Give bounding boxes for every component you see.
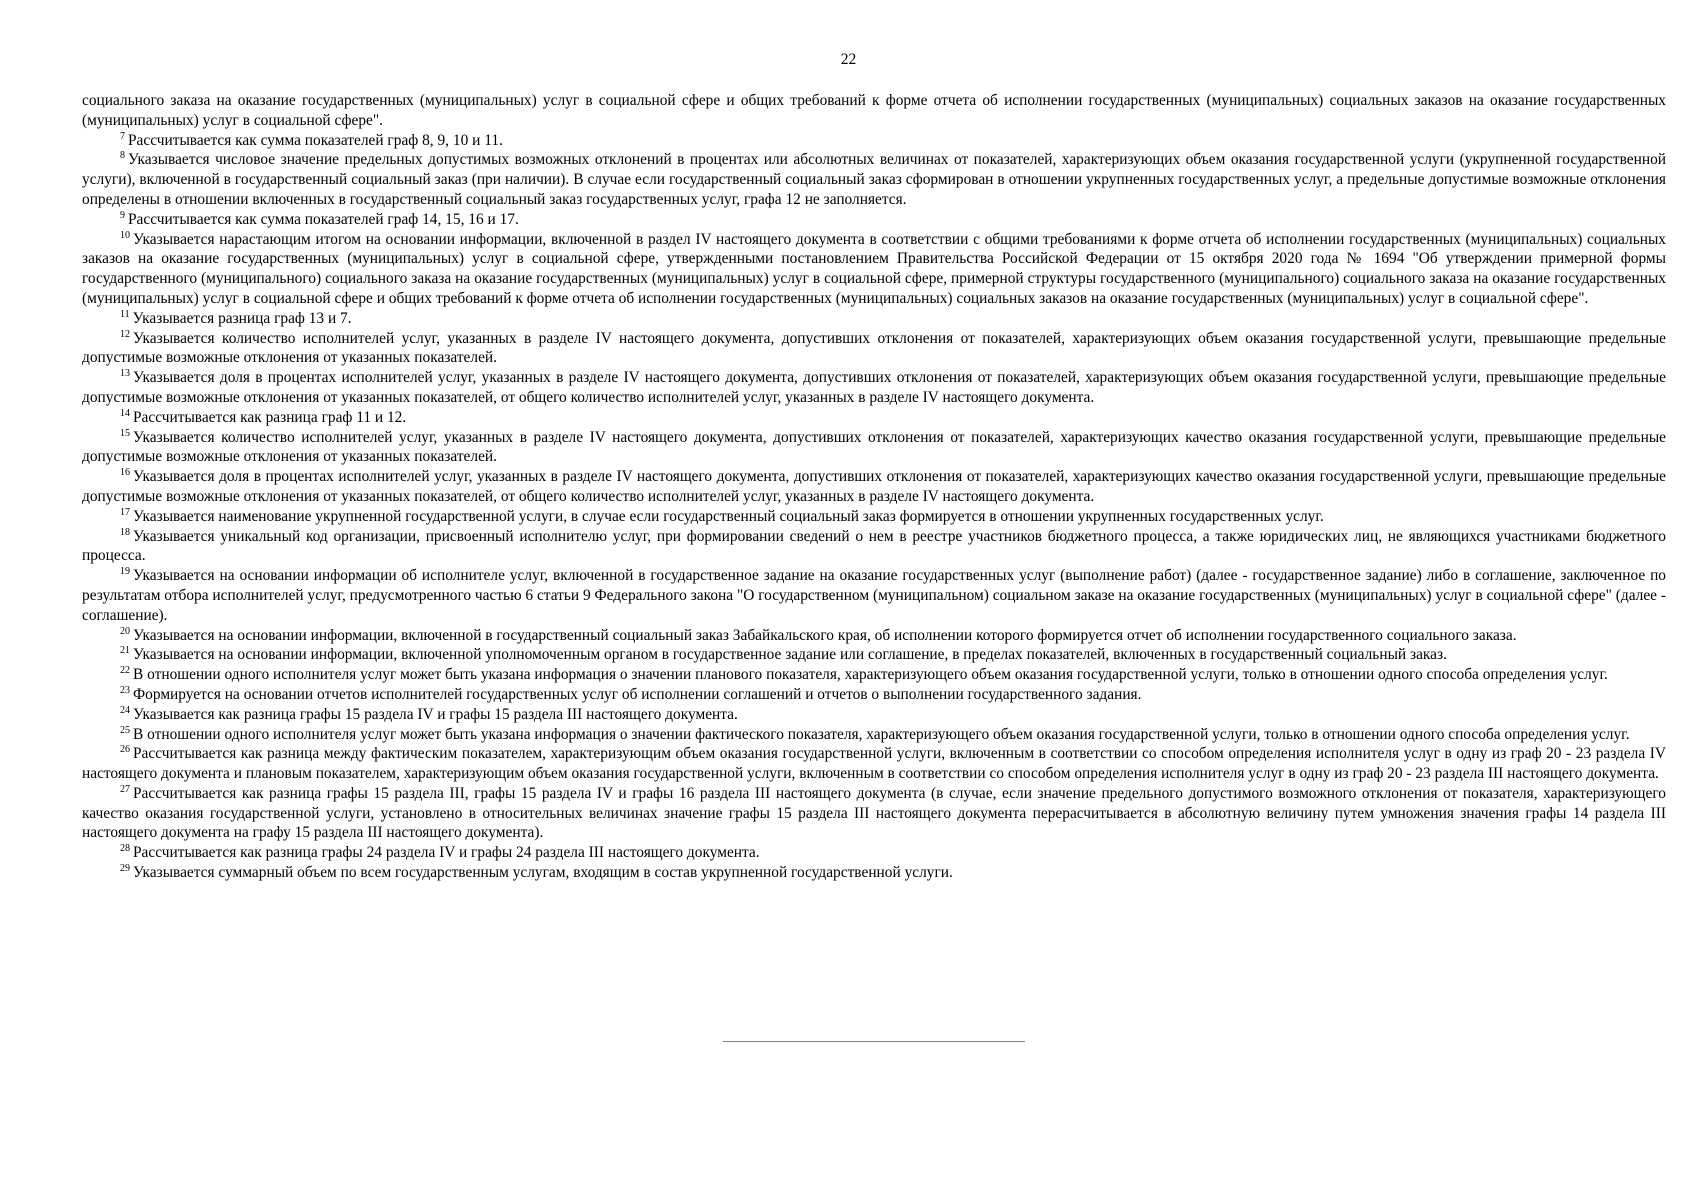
footnote-item bbox=[82, 507, 1666, 527]
footnote-item bbox=[82, 705, 1666, 725]
footnote-item bbox=[82, 863, 1666, 883]
footnote-text: Указывается на основании информации, включенной в государственный социальный заказ Забайкальского края, об исполнении которого формируется отчет об исполнении государственного социального заказа. bbox=[133, 626, 1517, 644]
footnote-item bbox=[82, 665, 1666, 685]
footnote-item bbox=[82, 368, 1666, 408]
footnote-number: 19 bbox=[120, 566, 130, 578]
footnote-item bbox=[82, 527, 1666, 567]
continuation-text: социального заказа на оказание государственных (муниципальных) услуг в социальной сфере и общих требований к форме отчета об исполнении государственных (муниципальных) социальных заказов на оказание государственных (муниципальных) услуг в социальной сфере". bbox=[82, 92, 1666, 129]
footnote-text: В отношении одного исполнителя услуг может быть указана информация о значении планового показателя, характеризующего объем оказания государственной услуги, только в отношении одного способа определения услуг. bbox=[133, 666, 1608, 684]
footnote-item bbox=[82, 150, 1666, 209]
footnote-item bbox=[82, 309, 1666, 329]
footnote-text: Рассчитывается как сумма показателей граф 14, 15, 16 и 17. bbox=[128, 210, 519, 228]
footnote-number: 8 bbox=[120, 150, 125, 162]
footnote-text: Указывается как разница графы 15 раздела IV и графы 15 раздела III настоящего документа. bbox=[133, 705, 738, 723]
footnote-number: 18 bbox=[120, 526, 130, 538]
footnote-text: Указывается суммарный объем по всем государственным услугам, входящим в состав укрупненной государственной услуги. bbox=[133, 864, 953, 882]
footnote-text: Указывается наименование укрупненной государственной услуги, в случае если государственный социальный заказ формируется в отношении укрупненных государственных услуг. bbox=[133, 507, 1324, 525]
footnotes-block bbox=[82, 91, 1666, 883]
footnote-number: 29 bbox=[120, 863, 130, 875]
footnote-number: 13 bbox=[120, 368, 130, 380]
footnote-text: Рассчитывается как разница графы 15 раздела III, графы 15 раздела IV и графы 16 раздела III настоящего документа (в случае, если значение предельного допустимого возможного отклонения от показателя, характеризующего качество оказания государственной услуги, установлено в относительных величинах значение графы 15 раздела III настоящего документа перерасчитывается в абсолютную величину путем умножения значения графы 14 раздела III настоящего документа на графу 15 раздела III настоящего документа). bbox=[82, 784, 1666, 842]
footnote-item bbox=[82, 626, 1666, 646]
footnote-number: 7 bbox=[120, 130, 125, 142]
footnote-text: В отношении одного исполнителя услуг может быть указана информация о значении фактического показателя, характеризующего объем оказания государственной услуги, только в отношении одного способа определения услуг. bbox=[133, 725, 1630, 743]
footnote-number: 27 bbox=[120, 783, 130, 795]
footnote-text: Указывается нарастающим итогом на основании информации, включенной в раздел IV настоящего документа в соответствии с общими требованиями к форме отчета об исполнении государственных (муниципальных) социальных заказов на оказание государственных (муниципальных) услуг в социальной сфере, утвержденными постановлением Правительства Российской Федерации от 15 октября 2020 года № 1694 "Об утверждении примерной формы государственного (муниципального) социального заказа на оказание государственных (муниципальных) услуг в социальной сфере, примерной структуры государственного (муниципального) социального заказа на оказание государственных (муниципальных) услуг в социальной сфере и общих требований к форме отчета об исполнении государственных (муниципальных) социальных заказов на оказание государственных (муниципальных) услуг в социальной сфере". bbox=[82, 230, 1666, 307]
footnote-number: 25 bbox=[120, 724, 130, 736]
page-end-rule bbox=[723, 1041, 1025, 1042]
footnote-item bbox=[82, 725, 1666, 745]
footnote-text: Указывается доля в процентах исполнителей услуг, указанных в разделе IV настоящего документа, допустивших отклонения от показателей, характеризующих объем оказания государственной услуги, превышающие предельные допустимые возможные отклонения от указанных показателей, от общего количество исполнителей услуг, указанных в разделе IV настоящего документа. bbox=[82, 369, 1666, 406]
footnote-number: 15 bbox=[120, 427, 130, 439]
footnote-number: 21 bbox=[120, 645, 130, 657]
footnote-number: 23 bbox=[120, 684, 130, 696]
footnote-number: 9 bbox=[120, 209, 125, 221]
footnote-item bbox=[82, 428, 1666, 468]
footnote-text: Рассчитывается как разница между фактическим показателем, характеризующим объем оказания государственной услуги, включенным в соответствии со способом определения исполнителя услуг в одну из граф 20 - 23 раздела IV настоящего документа и плановым показателем, характеризующим объем оказания государственной услуги, включенным в соответствии со способом определения исполнителя услуг в одну из граф 20 - 23 раздела III настоящего документа. bbox=[82, 745, 1666, 783]
footnote-number: 17 bbox=[120, 506, 130, 518]
footnote-number: 16 bbox=[120, 467, 130, 479]
footnote-item bbox=[82, 784, 1666, 843]
footnote-text: Указывается на основании информации об исполнителе услуг, включенной в государственное задание на оказание государственных услуг (выполнение работ) (далее - государственное задание) либо в соглашение, заключенное по результатам отбора исполнителей услуг, предусмотренного частью 6 статьи 9 Федерального закона "О государственном (муниципальном) социальном заказе на оказание государственных (муниципальных) услуг в социальной сфере" (далее - соглашение). bbox=[82, 567, 1666, 624]
footnote-item bbox=[82, 843, 1666, 863]
footnote-number: 22 bbox=[120, 665, 130, 677]
footnote-text: Рассчитывается как сумма показателей граф 8, 9, 10 и 11. bbox=[128, 131, 503, 149]
footnote-number: 28 bbox=[120, 843, 130, 855]
footnote-text: Указывается количество исполнителей услуг, указанных в разделе IV настоящего документа, допустивших отклонения от показателей, характеризующих объем оказания государственной услуги, превышающие предельные допустимые возможные отклонения от указанных показателей. bbox=[82, 329, 1666, 367]
footnote-number: 26 bbox=[120, 744, 130, 756]
footnote-item bbox=[82, 131, 1666, 151]
footnote-text: Рассчитывается как разница граф 11 и 12. bbox=[133, 408, 407, 426]
footnote-item bbox=[82, 230, 1666, 309]
footnote-text: Формируется на основании отчетов исполнителей государственных услуг об исполнении соглашений и отчетов о выполнении государственного задания. bbox=[133, 685, 1142, 703]
page-number: 22 bbox=[840, 51, 857, 68]
footnote-item bbox=[82, 744, 1666, 784]
footnote-number: 11 bbox=[120, 308, 130, 320]
footnote-item bbox=[82, 408, 1666, 428]
footnote-number: 24 bbox=[120, 704, 130, 716]
footnote-item bbox=[82, 329, 1666, 369]
footnote-text: Указывается доля в процентах исполнителей услуг, указанных в разделе IV настоящего документа, допустивших отклонения от показателей, характеризующих качество оказания государственной услуги, превышающие предельные допустимые возможные отклонения от указанных показателей, от общего количество исполнителей услуг, указанных в разделе IV настоящего документа. bbox=[82, 468, 1666, 505]
footnote-text: Указывается уникальный код организации, присвоенный исполнителю услуг, при формировании сведений о нем в реестре участников бюджетного процесса, а также юридических лиц, не являющихся участниками бюджетного процесса. bbox=[82, 527, 1666, 565]
footnote-number: 14 bbox=[120, 407, 130, 419]
footnote-text: Рассчитывается как разница графы 24 раздела IV и графы 24 раздела III настоящего документа. bbox=[133, 844, 760, 862]
footnote-item bbox=[82, 210, 1666, 230]
footnote-number: 12 bbox=[120, 328, 130, 340]
footnote-text: Указывается количество исполнителей услуг, указанных в разделе IV настоящего документа, допустивших отклонения от показателей, характеризующих качество оказания государственной услуги, превышающие предельные допустимые возможные отклонения от указанных показателей. bbox=[82, 428, 1666, 466]
footnote-item bbox=[82, 685, 1666, 705]
footnote-text: Указывается на основании информации, включенной уполномоченным органом в государственное задание или соглашение, в пределах показателей, включенных в государственный социальный заказ. bbox=[133, 646, 1447, 664]
footnote-item bbox=[82, 566, 1666, 625]
footnote-number: 20 bbox=[120, 625, 130, 637]
footnote-item bbox=[82, 645, 1666, 665]
footnote-text: Указывается разница граф 13 и 7. bbox=[132, 309, 352, 327]
footnote-number: 10 bbox=[120, 229, 130, 241]
footnote-list bbox=[82, 131, 1666, 883]
footnote-item bbox=[82, 467, 1666, 507]
footnote-text: Указывается числовое значение предельных допустимых возможных отклонений в процентах или абсолютных величинах от показателей, характеризующих объем оказания государственной услуги (укрупненной государственной услуги), включенной в государственный социальный заказ (при наличии). В случае если государственный социальный заказ сформирован в отношении укрупненных государственных услуг, а предельные допустимые возможные отклонения определены в отношении включенных в государственный социальный заказ государственных услуг, графа 12 не заполняется. bbox=[82, 151, 1666, 208]
